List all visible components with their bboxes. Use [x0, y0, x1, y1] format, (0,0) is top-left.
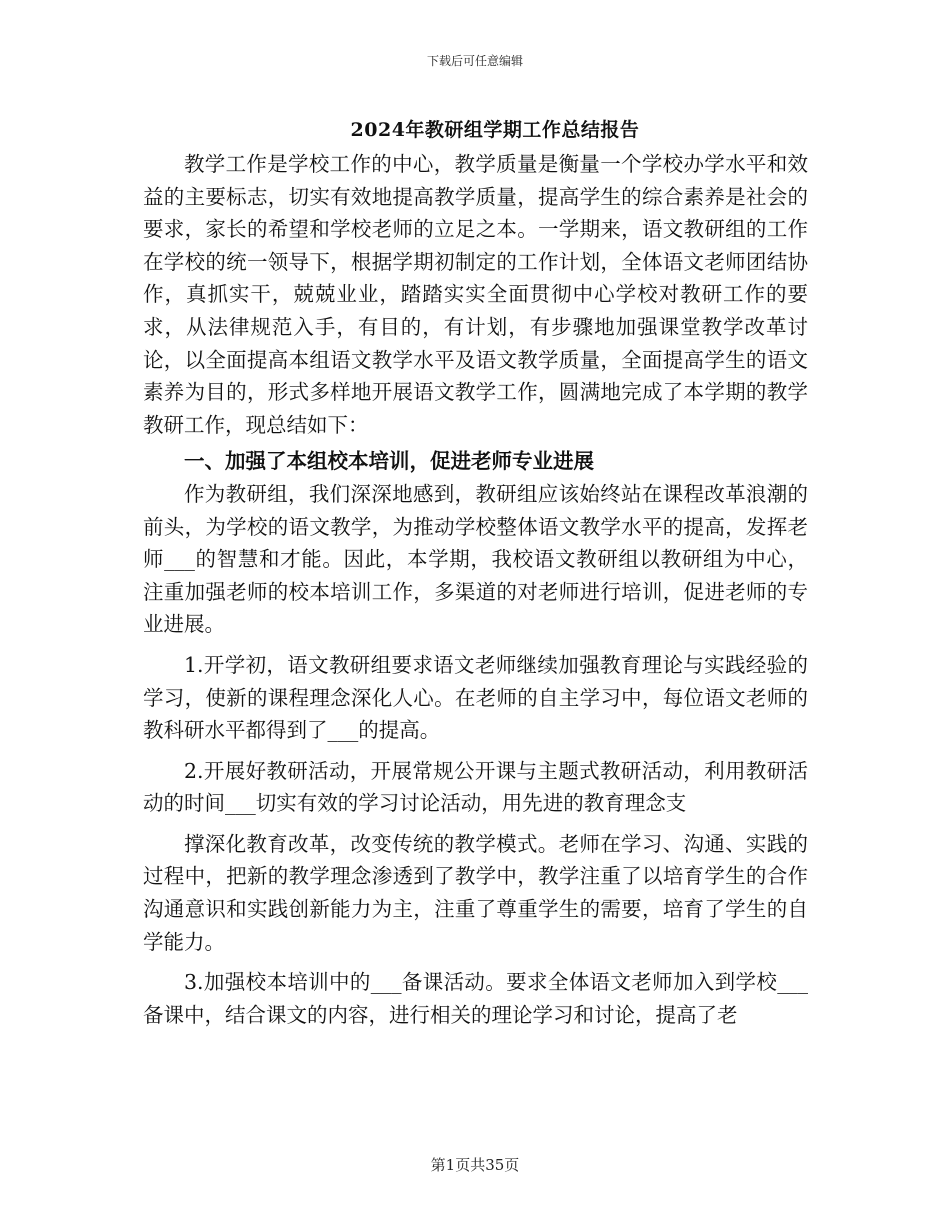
list-item-2-continuation: 撑深化教育改革，改变传统的教学模式。老师在学习、沟通、实践的过程中，把新的教学理念渗透到了教学中，教学注重了以培育学生的合作沟通意识和实践创新能力为主，注重了尊重学生的需要，培育了学生的自学能力。 [143, 831, 808, 954]
list-item-1: 1.开学初，语文教研组要求语文老师继续加强教育理论与实践经验的学习，使新的课程理念深化人心。在老师的自主学习中，每位语文老师的教科研水平都得到了___的提高。 [143, 652, 808, 743]
document-title: 2024年教研组学期工作总结报告 [350, 119, 640, 141]
document-body [143, 148, 808, 1031]
intro-paragraph: 教学工作是学校工作的中心，教学质量是衡量一个学校办学水平和效益的主要标志，切实有效地提高教学质量，提高学生的综合素养是社会的要求，家长的希望和学校老师的立足之本。一学期来，语文教研组的工作在学校的统一领导下，根据学期初制定的工作计划，全体语文老师团结协作，真抓实干，兢兢业业，踏踏实实全面贯彻中心学校对教研工作的要求，从法律规范入手，有目的，有计划，有步骤地加强课堂教学改革讨论，以全面提高本组语文教学水平及语文教学质量，全面提高学生的语文素养为目的，形式多样地开展语文教学工作，圆满地完成了本学期的教学教研工作，现总结如下： [143, 152, 808, 437]
page-footer: 第1页共35页 [430, 1156, 520, 1174]
section1-paragraph: 作为教研组，我们深深地感到，教研组应该始终站在课程改革浪潮的前头，为学校的语文教学，为推动学校整体语文教学水平的提高，发挥老师___的智慧和才能。因此，本学期，我校语文教研组以教研组为中心，注重加强老师的校本培训工作，多渠道的对老师进行培训，促进老师的专业进展。 [143, 481, 808, 637]
list-item-2: 2.开展好教研活动，开展常规公开课与主题式教研活动，利用教研活动的时间___切实有效的学习讨论活动，用先进的教育理念支 [143, 758, 808, 816]
list-item-3: 3.加强校本培训中的___备课活动。要求全体语文老师加入到学校___备课中，结合课文的内容，进行相关的理论学习和讨论，提高了老 [143, 970, 808, 1027]
section-heading-1: 一、加强了本组校本培训，促进老师专业进展 [184, 449, 594, 474]
header-note: 下载后可任意编辑 [426, 54, 523, 68]
